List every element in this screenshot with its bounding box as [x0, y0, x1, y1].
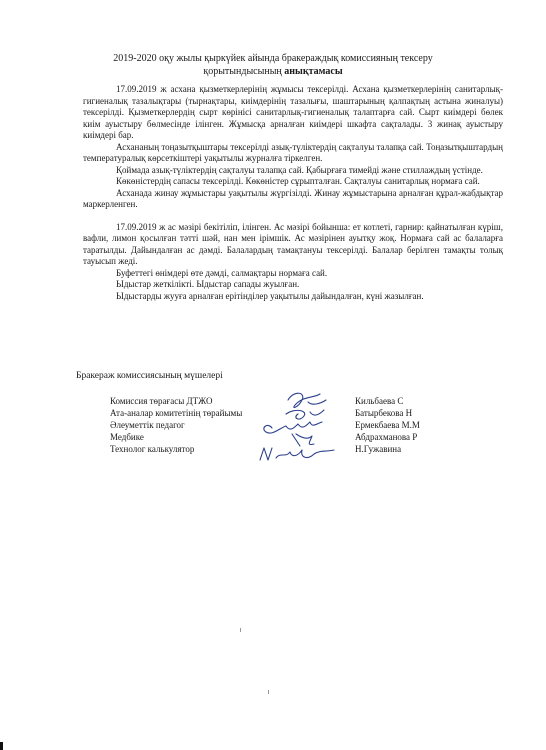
title-line-2-bold: анықтамасы	[284, 66, 343, 77]
member-name: Абдрахманова Р	[355, 432, 418, 442]
members-heading: Бракераж комиссиясының мүшелері	[76, 371, 223, 381]
paragraph-dishes: Ыдыстар жеткілікті. Ыдыстар сапады жуылған.	[116, 279, 300, 289]
paragraph-cleaning: Асханада жинау жұмыстары уақытылы жүргізілді. Жинау жұмыстарына арналған құрал-жабдықтар маркерленген.	[83, 187, 503, 209]
scan-speck	[240, 628, 241, 632]
paragraph-buffet: Буфеттегі өнімдері өте дәмді, салмақтары нормаға сай.	[116, 267, 328, 278]
member-name: Н.Гужавина	[355, 444, 402, 454]
paragraph-menu: 17.09.2019 ж ас мәзірі бекітіліп, ілінген. Ас мәзірі бойынша: ет котлеті, гарнир: қайнатылған күріш, вафли, лимон қосылған тәтті шәй, нан мен ірімшік. Ас мәзірінен ауытқу жоқ. Нормаға сай ас балаларға таратылды. Дайындалған ас дәмді. Балалардың тамақтануы тексерілді. Балалар берілген тамақты толық тауысып жеді.	[83, 221, 503, 266]
paragraph-staff-check: 17.09.2019 ж асхана қызметкерлерінің жұмысы тексерілді. Асхана қызметкерлерінің санитарлық-гигиеналық тазалықтары (тырнақтары, киімдерінің тазалығы, шаштарының қалпақтың астына жиналуы) тексерілді. Қызметкерлердің сырт көрінісі санитарлық-гигиеналық талаптарға сай. Сырт киімдері бөлек киім ауыстыру бөлмесінде ілінген. Жұмысқа арналған киімдері шкафта сақталады. 3 жинақ ауыстыру киімдері бар.	[83, 84, 503, 140]
scan-edge-mark	[0, 742, 3, 750]
member-name: Батырбекова Н	[355, 408, 413, 418]
paragraph-solutions: Ыдыстарды жууға арналған ерітінділер уақытылы дайындалған, күні жазылған.	[116, 290, 424, 301]
title-line-2	[60, 65, 486, 78]
member-role: Технолог калькулятор	[110, 444, 195, 454]
signature-2	[286, 410, 324, 419]
paragraph-refrigerators: Асхананың тоңазытқыштары тексерілді азық-түліктердің сақталуы талапқа сай. Тоңазытқыштардың температуралық көрсеткіштері уақытылы журналға тіркелген.	[83, 141, 503, 163]
signature-3	[264, 422, 322, 433]
paragraph-storage: Қоймада азық-түліктердің сақталуы талапқа сай. Қабырғаға тимейді және стиллаждың үстінде.	[116, 164, 483, 175]
title-line-1: 2019-2020 оқу жылы қыркүйек айында бракераждық комиссияның тексеру	[113, 53, 433, 64]
signature-5	[260, 448, 334, 460]
paragraph-vegetables: Көкөністердің сапасы тексерілді. Көкөністер сұрыпталған. Сақталуы санитарлық нормаға сай.	[116, 176, 480, 186]
member-role: Медбике	[110, 432, 144, 442]
title-line-2-prefix: қорытындысының	[203, 66, 285, 77]
document-body	[83, 84, 503, 302]
signature-4	[292, 434, 314, 446]
scan-speck	[268, 690, 269, 694]
member-role: Әлеуметтік педагог	[110, 420, 185, 430]
member-role: Ата-аналар комитетінің төрайымы	[110, 408, 243, 418]
handwritten-signatures	[250, 388, 360, 478]
document-title	[60, 52, 486, 78]
signature-1	[288, 393, 326, 407]
member-name: Ермекбаева М.М	[355, 420, 420, 430]
paragraph-gap	[83, 211, 503, 222]
member-name: Кильбаева С	[355, 396, 404, 406]
member-role: Комиссия төрағасы ДТЖО	[110, 396, 213, 406]
